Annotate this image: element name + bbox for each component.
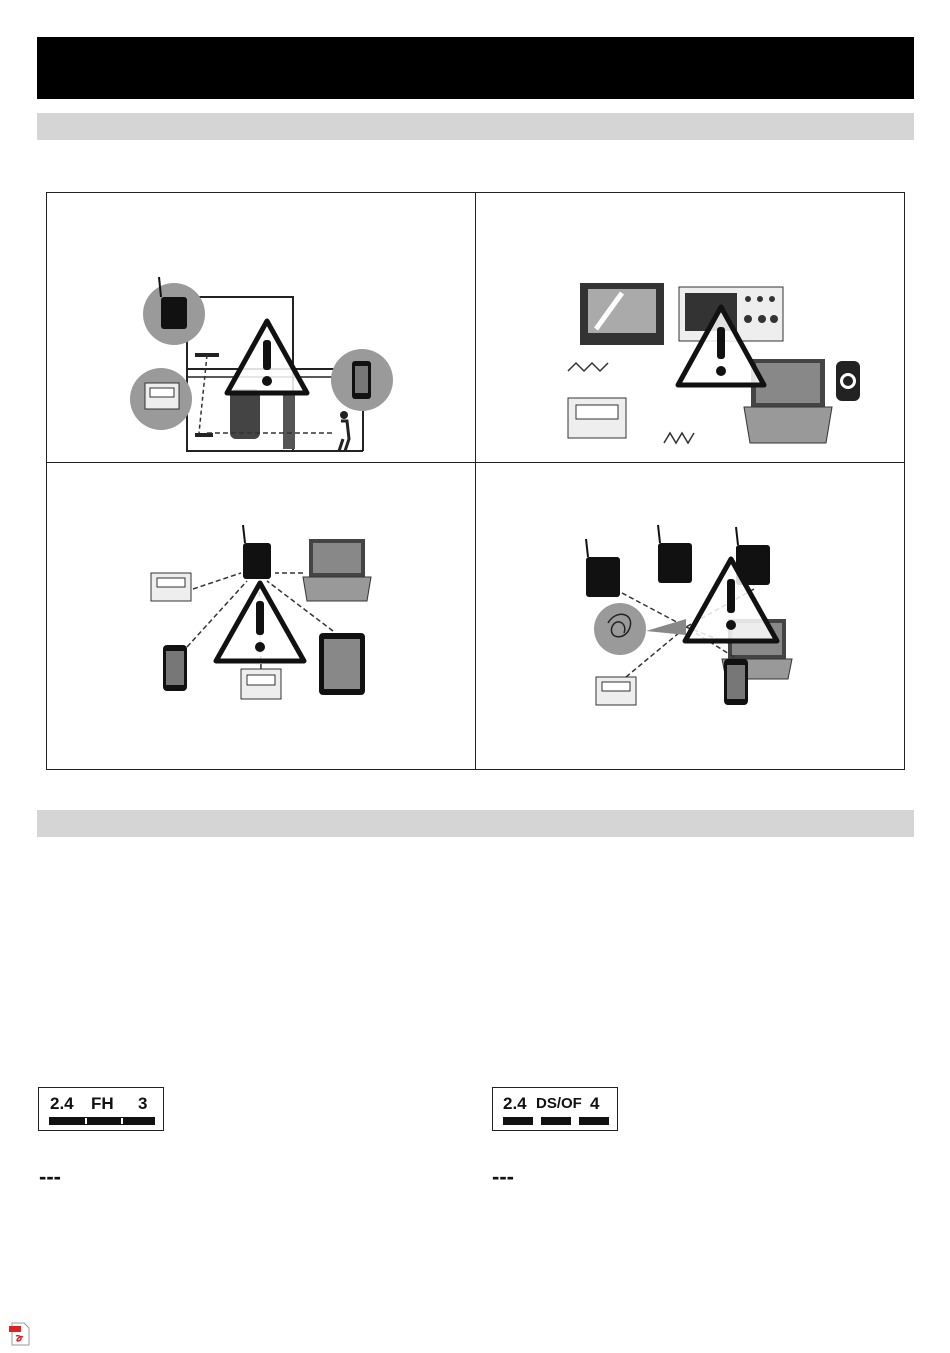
panel-many-devices [47,463,475,771]
wall-controller-icon [241,669,281,699]
panel-multiple-routers [476,463,906,771]
label-band-bar [503,1117,609,1125]
tablet-icon [319,633,365,695]
pdf-icon [8,1322,32,1346]
laptop-icon [303,539,371,601]
router-icon [658,525,692,583]
wall-controller-icon [151,573,191,601]
illustration-grid [46,192,905,770]
label-modulation: DS/OF [536,1095,582,1112]
tv-icon [580,283,664,345]
section-header-2 [37,810,914,837]
panel-electronic-interference [476,193,906,462]
label-frequency: 2.4 [503,1094,527,1113]
label-band-bar [49,1117,155,1125]
section-header-1 [37,113,914,140]
label-frequency: 2.4 [50,1094,74,1113]
smartwatch-icon [836,361,860,401]
label-range: 3 [138,1094,148,1113]
radio-label-fh [38,1087,164,1131]
label-modulation: FH [91,1094,114,1113]
panel-building-obstruction [47,193,475,462]
router-icon [243,525,271,579]
warning-triangle-icon [227,321,307,393]
radio-label-dsof [492,1087,618,1131]
smartphone-icon [724,659,748,705]
separator-right: --- [492,1164,514,1189]
wall-controller-icon [596,677,636,705]
router-icon [586,539,620,597]
separator-left: --- [39,1164,61,1189]
warning-triangle-icon [216,583,304,661]
smartphone-icon [163,645,187,691]
wall-controller-icon [568,398,626,438]
label-range: 4 [590,1094,600,1113]
page-title-bar [37,37,914,99]
